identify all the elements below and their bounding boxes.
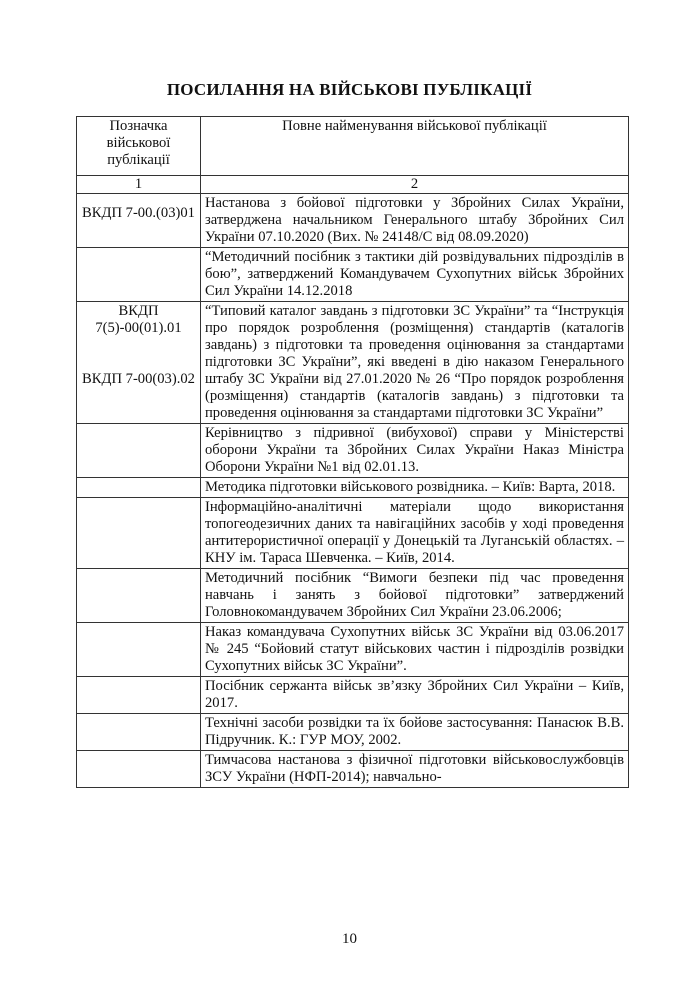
column-number-2: 2 (201, 176, 629, 194)
publication-description: “Типовий каталог завдань з підготовки ЗС України” та “Інструкція про порядок розроблення (розміщення) стандартів (каталогів завдань) з підготовки та проведення оцінювання за стандартами підготовки ЗС України”, які введені в дію наказом Генерального штабу ЗС України від 27.01.2020 № 26 “Про порядок розроблення (розміщення) стандартів (каталогів завдань) з підготовки та проведення оцінювання за стандартами підготовки ЗС України” (201, 302, 629, 424)
publication-description: Настанова з бойової підготовки у Збройних Силах України, затверджена начальником Генерального штабу Збройних Сил України 07.10.2020 (Вих. № 24148/С від 08.09.2020) (201, 194, 629, 248)
table-header-row (77, 117, 629, 176)
publication-description: Тимчасова настанова з фізичної підготовки військовослужбовців ЗСУ України (НФП-2014); навчально- (201, 751, 629, 788)
publication-description: Методика підготовки військового розвідника. – Київ: Варта, 2018. (201, 478, 629, 498)
publication-code (77, 751, 201, 788)
publication-description: Керівництво з підривної (вибухової) справи у Міністерстві оборони України та Збройних Силах України Наказ Міністра Оборони України №1 від 02.01.13. (201, 424, 629, 478)
publications-table (76, 116, 629, 788)
publication-description: Технічні засоби розвідки та їх бойове застосування: Панасюк В.В. Підручник. К.: ГУР МОУ, 2002. (201, 714, 629, 751)
table-row (77, 498, 629, 569)
header-full-name: Повне найменування військової публікації (201, 117, 629, 176)
table-row (77, 424, 629, 478)
table-row (77, 194, 629, 248)
publication-code (77, 714, 201, 751)
publication-code (77, 248, 201, 302)
table-row (77, 302, 629, 424)
publication-code (77, 424, 201, 478)
table-row (77, 677, 629, 714)
publication-code: ВКДП 7-00.(03)01 (77, 194, 201, 248)
publication-code (77, 498, 201, 569)
column-number-1: 1 (77, 176, 201, 194)
table-row (77, 751, 629, 788)
publication-description: Наказ командувача Сухопутних військ ЗС України від 03.06.2017 № 245 “Бойовий статут військових частин і підрозділів розвідки Сухопутних військ ЗС України”. (201, 623, 629, 677)
column-numbers-row (77, 176, 629, 194)
publication-code-2: ВКДП 7-00(03).02 (82, 371, 195, 387)
publication-description: Методичний посібник “Вимоги безпеки під час проведення навчань і занять з бойової підготовки” затверджений Головнокомандувачем Збройних Сил України 23.06.2006; (201, 569, 629, 623)
publication-description: Інформаційно-аналітичні матеріали щодо використання топогеодезичних даних та навігаційних засобів у ході проведення антитерористичної операції у Донецькій та Луганській областях. – КНУ ім. Тараса Шевченка. – Київ, 2014. (201, 498, 629, 569)
table-row (77, 569, 629, 623)
table-row (77, 478, 629, 498)
table-row (77, 714, 629, 751)
publication-description: Посібник сержанта військ зв’язку Збройних Сил України – Київ, 2017. (201, 677, 629, 714)
page-number: 10 (342, 931, 357, 947)
table-row (77, 623, 629, 677)
publication-code (77, 302, 201, 424)
publication-code (77, 569, 201, 623)
header-designation: Позначка військової публікації (77, 117, 201, 176)
publication-code (77, 478, 201, 498)
page-title: ПОСИЛАННЯ НА ВІЙСЬКОВІ ПУБЛІКАЦІЇ (166, 80, 533, 99)
table-row (77, 248, 629, 302)
publication-description: “Методичний посібник з тактики дій розвідувальних підрозділів в бою”, затверджений Командувачем Сухопутних військ Збройних Сил України 14.12.2018 (201, 248, 629, 302)
publication-code (77, 623, 201, 677)
publication-code-1: ВКДП 7(5)-00(01).01 (95, 303, 182, 336)
publication-code (77, 677, 201, 714)
